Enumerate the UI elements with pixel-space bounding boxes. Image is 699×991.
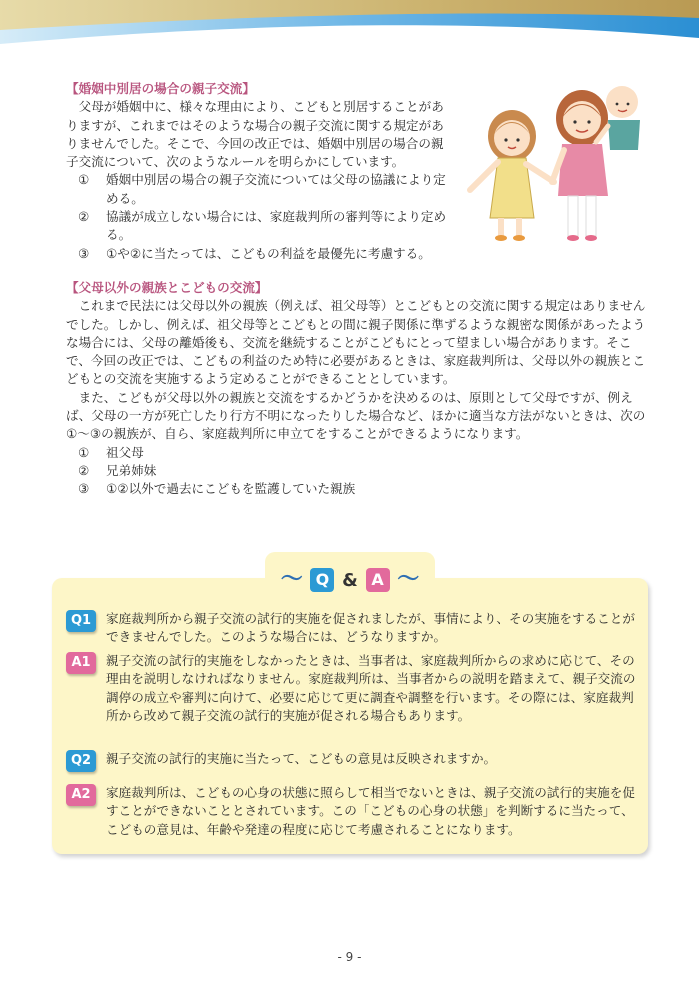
qa-panel [52, 578, 648, 854]
a2-badge: A2 [66, 784, 96, 806]
section-paragraph: また、こどもが父母以外の親族と交流をするかどうかを決めるのは、原則として父母ですが、例えば、父母の一方が死亡したり行方不明になったりした場合など、ほかに適当な方法がないときは、次の①～③の親族が、自ら、家庭裁判所に申立てをすることができるようになります。 [66, 389, 646, 442]
section-title: 【父母以外の親族とこどもの交流】 [66, 279, 268, 295]
list-item [66, 462, 650, 480]
qa-question [66, 750, 636, 772]
list-text: 兄弟姉妹 [106, 462, 157, 478]
q2-badge: Q2 [66, 750, 96, 772]
q-letter-badge: Q [310, 568, 334, 592]
list-item [66, 444, 650, 462]
a-letter-badge: A [366, 568, 390, 592]
list-item [66, 208, 452, 245]
list-number: ③ [78, 245, 90, 261]
list-text: ①や②に当たっては、こどもの利益を最優先に考慮する。 [106, 245, 431, 261]
qa-answer [66, 652, 636, 726]
tilde-left: ～ [280, 567, 303, 592]
list-number: ① [78, 444, 90, 460]
page-number: - 9 - [337, 950, 362, 964]
section-title: 【婚姻中別居の場合の親子交流】 [66, 81, 255, 96]
list-number: ③ [78, 481, 90, 497]
section-other-relatives [66, 279, 650, 499]
qa-heading [265, 562, 435, 593]
qa-text: 親子交流の試行的実施をしなかったときは、当事者は、家庭裁判所からの求めに応じて、その理由を説明しなければなりません。家庭裁判所は、当事者からの説明を踏まえて、親子交流の調停の成立や審判に向けて、必要に応じて更に調査や調整を行います。その際には、家庭裁判所から改めて親子交流の試行的実施が促される場合もあります。 [106, 653, 636, 724]
list-item [66, 171, 452, 208]
qa-text: 家庭裁判所は、こどもの心身の状態に照らして相当でないときは、親子交流の試行的実施を促すことができないこととされています。この「こどもの心身の状態」を判断するに当たって、こどもの意見は、年齢や発達の程度に応じて考慮されることになります。 [106, 785, 635, 837]
q1-badge: Q1 [66, 610, 96, 632]
section-separated-parents [66, 80, 452, 263]
list-number: ② [78, 462, 90, 478]
list-text: 協議が成立しない場合には、家庭裁判所の審判等により定める。 [106, 209, 447, 243]
list-item [66, 480, 650, 498]
qa-heading-tab [265, 552, 435, 598]
header-wave-decoration [0, 0, 699, 60]
section-body: 父母が婚姻中に、様々な理由により、こどもと別居することがありますが、これまではそのような場合の親子交流に関する規定がありませんでした。そこで、今回の改正では、婚姻中別居の場合の親子交流について、次のようなルールを明らかにしています。 [66, 99, 444, 170]
section-paragraph: これまで民法には父母以外の親族（例えば、祖父母等）とこどもとの交流に関する規定はありませんでした。しかし、例えば、祖父母等とこどもとの間に親子関係に準ずるような親密な関係があったような場合には、父母の離婚後も、交流を継続することがこどもにとって望ましい場合があります。そこで、今回の改正では、こどもの利益のため特に必要があるときは、家庭裁判所は、父母以外の親族とこどもとの交流を実施するよう定めることができることとしています。 [66, 298, 646, 387]
tilde-right: ～ [397, 567, 420, 592]
a1-badge: A1 [66, 652, 96, 674]
list-number: ① [78, 172, 90, 188]
qa-answer [66, 784, 636, 839]
list-text: 祖父母 [106, 444, 144, 460]
list-text: 婚姻中別居の場合の親子交流については父母の協議により定める。 [106, 172, 446, 206]
ampersand: & [342, 570, 358, 591]
list-item [66, 245, 650, 263]
list-number: ② [78, 209, 90, 225]
main-content [66, 80, 650, 499]
qa-text: 親子交流の試行的実施に当たって、こどもの意見は反映されますか。 [106, 751, 497, 766]
qa-question [66, 610, 636, 647]
list-text: ①②以外で過去にこどもを監護していた親族 [106, 481, 356, 497]
qa-text: 家庭裁判所から親子交流の試行的実施を促されましたが、事情により、その実施をすることができませんでした。このような場合には、どうなりますか。 [106, 611, 635, 645]
